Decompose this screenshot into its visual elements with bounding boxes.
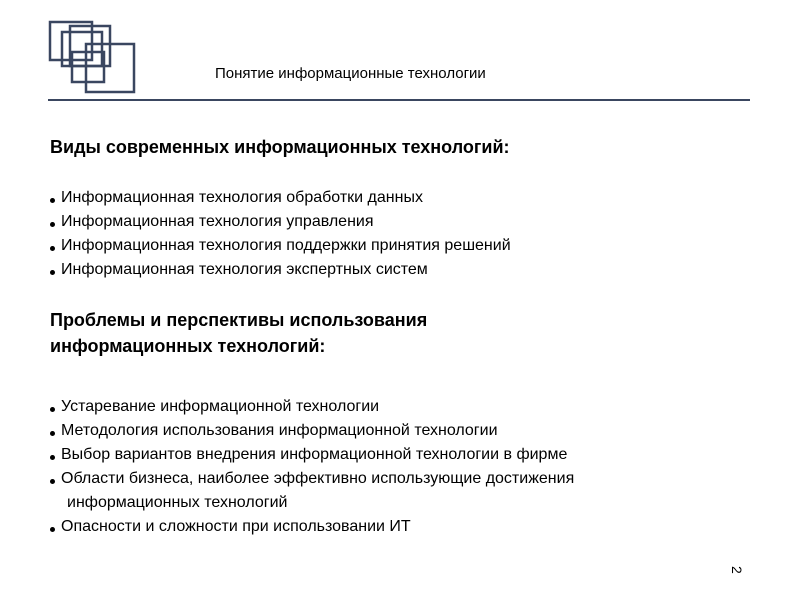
overlapping-squares-logo bbox=[48, 20, 138, 96]
section-problems-title bbox=[50, 307, 427, 359]
list-item: Информационная технология поддержки принятия решений bbox=[50, 234, 511, 258]
bullet-dot-icon bbox=[50, 479, 55, 484]
bullet-dot-icon bbox=[50, 246, 55, 251]
bullet-dot-icon bbox=[50, 407, 55, 412]
list-item: Информационная технология управления bbox=[50, 210, 511, 234]
list-item: Информационная технология экспертных систем bbox=[50, 258, 511, 282]
bullet-dot-icon bbox=[50, 455, 55, 460]
list-item: Устаревание информационной технологии bbox=[50, 395, 574, 419]
bullet-dot-icon bbox=[50, 198, 55, 203]
page-header-title: Понятие информационные технологии bbox=[215, 65, 486, 82]
section-problems-title-line: информационных технологий: bbox=[50, 336, 326, 356]
bullet-dot-icon bbox=[50, 527, 55, 532]
header-divider bbox=[48, 99, 750, 101]
types-list bbox=[50, 186, 511, 282]
bullet-dot-icon bbox=[50, 431, 55, 436]
list-item: Информационная технология обработки данных bbox=[50, 186, 511, 210]
section-problems-title-line: Проблемы и перспективы использования bbox=[50, 310, 428, 330]
section-types-title bbox=[50, 134, 510, 160]
bullet-dot-icon bbox=[50, 222, 55, 227]
section-types-title-line: Виды современных информационных технологий: bbox=[50, 137, 510, 157]
list-item: Опасности и сложности при использовании ИТ bbox=[50, 515, 574, 539]
bullet-dot-icon bbox=[50, 270, 55, 275]
list-item: Области бизнеса, наиболее эффективно использующие достижения информационных технологий bbox=[50, 467, 574, 515]
page-number: 2 bbox=[729, 566, 745, 574]
list-item: Выбор вариантов внедрения информационной технологии в фирме bbox=[50, 443, 574, 467]
problems-list bbox=[50, 395, 574, 539]
list-item: Методология использования информационной технологии bbox=[50, 419, 574, 443]
